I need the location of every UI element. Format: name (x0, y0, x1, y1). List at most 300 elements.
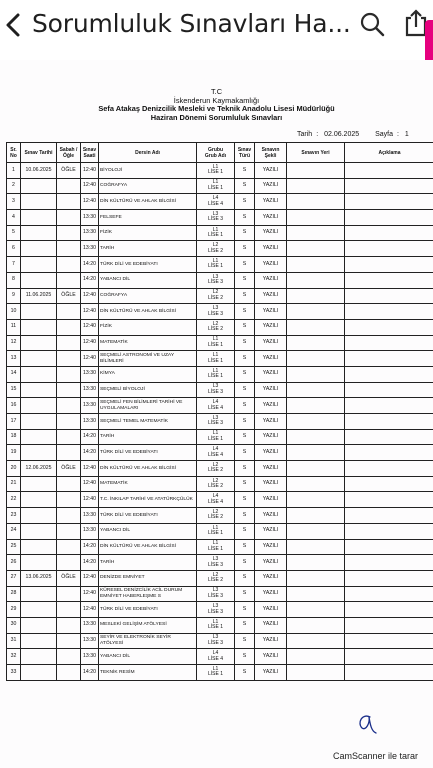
table-row (7, 539, 433, 555)
table-row (7, 602, 433, 618)
exam-format: YAZILI (255, 665, 287, 681)
group-name: LİSE 4 (207, 451, 223, 458)
group (197, 523, 235, 539)
exam-type: S (235, 445, 255, 461)
session: ÖĞLE (57, 570, 81, 586)
session (57, 617, 81, 633)
group-code: L4 (212, 650, 219, 657)
exam-type: S (235, 178, 255, 194)
group (197, 665, 235, 681)
exam-date (21, 178, 57, 194)
exam-time: 12:40 (81, 476, 99, 492)
exam-date (21, 617, 57, 633)
group (197, 508, 235, 524)
exam-location (287, 351, 345, 367)
row-number: 2 (7, 178, 21, 194)
group-name: LİSE 1 (207, 671, 223, 678)
document-title: Sorumluluk Sınavları Ha... (32, 9, 351, 38)
exam-date (21, 351, 57, 367)
session (57, 241, 81, 257)
exam-location (287, 555, 345, 571)
table-body (7, 163, 433, 681)
exam-type: S (235, 304, 255, 320)
exam-type: S (235, 617, 255, 633)
remarks (345, 586, 433, 602)
chevron-left-icon[interactable] (2, 8, 24, 42)
exam-format: YAZILI (255, 633, 287, 649)
group-name: LİSE 1 (207, 341, 223, 348)
exam-time: 12:40 (81, 570, 99, 586)
exam-time: 12:40 (81, 351, 99, 367)
exam-type: S (235, 257, 255, 273)
col-sinav-turu: Sınav Türü (235, 143, 255, 163)
group (197, 414, 235, 430)
exam-time: 12:40 (81, 586, 99, 602)
group (197, 225, 235, 241)
course-name: SEÇMELİ BİYOLOJİ (99, 382, 197, 398)
exam-format: YAZILI (255, 178, 287, 194)
group-code: L3 (212, 383, 219, 390)
col-sr-no: Sr. No (7, 143, 21, 163)
exam-date (21, 304, 57, 320)
exam-date (21, 366, 57, 382)
course-name: TÜRK DİLİ VE EDEBİYATI (99, 602, 197, 618)
table-row (7, 665, 433, 681)
exam-format: YAZILI (255, 210, 287, 226)
group-name: LİSE 4 (207, 498, 223, 505)
group (197, 304, 235, 320)
exam-location (287, 272, 345, 288)
group-code: L3 (212, 414, 219, 421)
row-number: 12 (7, 335, 21, 351)
table-row (7, 445, 433, 461)
exam-time: 12:40 (81, 178, 99, 194)
remarks (345, 649, 433, 665)
session (57, 445, 81, 461)
row-number: 4 (7, 210, 21, 226)
course-name: SEÇMELİ FEN BİLİMLERİ TARİHİ VE UYGULAMALARI (99, 398, 197, 414)
row-number: 1 (7, 163, 21, 179)
exam-location (287, 366, 345, 382)
exam-time: 12:40 (81, 492, 99, 508)
session (57, 414, 81, 430)
group-code: L3 (212, 603, 219, 609)
exam-location (287, 319, 345, 335)
exam-location (287, 649, 345, 665)
session (57, 586, 81, 602)
exam-date (21, 539, 57, 555)
row-number: 15 (7, 382, 21, 398)
row-number: 24 (7, 523, 21, 539)
group-name: LİSE 2 (207, 483, 223, 490)
col-sinav-saati: Sınav Saati (81, 143, 99, 163)
header-line: İskenderun Kaymakamlığı (173, 95, 260, 105)
group (197, 163, 235, 179)
group-code: L4 (212, 493, 219, 500)
exam-location (287, 288, 345, 304)
remarks (345, 304, 433, 320)
course-name: T.C. İNKILAP TARİHİ VE ATATÜRKÇÜLÜK (99, 492, 197, 508)
exam-format: YAZILI (255, 257, 287, 273)
course-name: TARİH (99, 555, 197, 571)
course-name: DİN KÜLTÜRÜ VE AHLAK BİLGİSİ (99, 194, 197, 210)
session (57, 366, 81, 382)
table-row (7, 382, 433, 398)
remarks (345, 539, 433, 555)
row-number: 30 (7, 617, 21, 633)
exam-time: 13:30 (81, 523, 99, 539)
exam-format: YAZILI (255, 319, 287, 335)
remarks (345, 617, 433, 633)
exam-location (287, 461, 345, 477)
table-row (7, 429, 433, 445)
exam-format: YAZILI (255, 476, 287, 492)
remarks (345, 602, 433, 618)
session (57, 210, 81, 226)
col-sinav-tarihi: Sınav Tarihi (21, 143, 57, 163)
course-name: TEKNİK RESİM (99, 665, 197, 681)
group (197, 241, 235, 257)
session (57, 602, 81, 618)
remarks (345, 257, 433, 273)
exam-date (21, 225, 57, 241)
group (197, 555, 235, 571)
exam-format: YAZILI (255, 429, 287, 445)
header-line: T.C (210, 87, 223, 96)
exam-date (21, 210, 57, 226)
session (57, 633, 81, 649)
table-row (7, 366, 433, 382)
exam-date (21, 649, 57, 665)
remarks (345, 398, 433, 414)
session (57, 429, 81, 445)
exam-location (287, 257, 345, 273)
session (57, 665, 81, 681)
remarks (345, 272, 433, 288)
exam-date (21, 257, 57, 273)
camscanner-watermark: CamScanner ile tarar (333, 751, 419, 761)
group (197, 398, 235, 414)
row-number: 5 (7, 225, 21, 241)
group-name: LİSE 3 (207, 216, 223, 223)
row-number: 8 (7, 272, 21, 288)
exam-format: YAZILI (255, 335, 287, 351)
exam-time: 12:40 (81, 163, 99, 179)
session (57, 178, 81, 194)
row-number: 28 (7, 586, 21, 602)
group-name: LİSE 2 (207, 514, 223, 521)
exam-type: S (235, 429, 255, 445)
group-name: LİSE 1 (207, 545, 223, 552)
signature-mark (354, 711, 378, 737)
remarks (345, 445, 433, 461)
col-grubu: Grubu Grub Adı (197, 143, 235, 163)
search-icon[interactable] (358, 10, 386, 38)
remarks (345, 555, 433, 571)
session (57, 319, 81, 335)
group-name: LİSE 1 (207, 530, 223, 537)
group-code: L1 (212, 430, 219, 437)
exam-date: 13.06.2025 (21, 570, 57, 586)
exam-location (287, 539, 345, 555)
document-meta: Tarih : 02.06.2025 Sayfa : 1 (297, 131, 409, 138)
group-code: L1 (212, 336, 219, 343)
table-row (7, 335, 433, 351)
exam-date (21, 398, 57, 414)
col-aciklama: Açıklama (345, 143, 433, 163)
remarks (345, 461, 433, 477)
exam-type: S (235, 649, 255, 665)
exam-format: YAZILI (255, 382, 287, 398)
exam-time: 13:30 (81, 414, 99, 430)
row-number: 29 (7, 602, 21, 618)
exam-type: S (235, 492, 255, 508)
exam-time: 13:30 (81, 241, 99, 257)
course-name: KÜRESEL DENİZCİLİK ACİL DURUM EMNİYET HABERLEŞME S (99, 586, 197, 602)
course-name: TÜRK DİLİ VE EDEBİYATI (99, 445, 197, 461)
group (197, 351, 235, 367)
exam-location (287, 570, 345, 586)
group (197, 288, 235, 304)
exam-time: 14:20 (81, 539, 99, 555)
exam-type: S (235, 523, 255, 539)
row-number: 20 (7, 461, 21, 477)
exam-type: S (235, 633, 255, 649)
course-name: SEÇMELİ ASTRONOMİ VE UZAY BİLİMLERİ (99, 351, 197, 367)
remarks (345, 476, 433, 492)
group-code: L1 (212, 163, 219, 170)
group (197, 272, 235, 288)
exam-location (287, 617, 345, 633)
exam-date (21, 445, 57, 461)
group-name: LİSE 1 (207, 436, 223, 443)
course-name: SEÇMELİ TEMEL MATEMATİK (99, 414, 197, 430)
table-row (7, 351, 433, 367)
exam-type: S (235, 225, 255, 241)
exam-location (287, 194, 345, 210)
exam-location (287, 382, 345, 398)
table-row (7, 617, 433, 633)
document-header (0, 88, 433, 122)
exam-date (21, 414, 57, 430)
course-name: TÜRK DİLİ VE EDEBİYATI (99, 257, 197, 273)
exam-location (287, 178, 345, 194)
group-code: L2 (212, 508, 219, 515)
group-code: L1 (212, 226, 219, 233)
table-row (7, 476, 433, 492)
session (57, 523, 81, 539)
session (57, 272, 81, 288)
exam-location (287, 586, 345, 602)
row-number: 3 (7, 194, 21, 210)
group-code: L3 (212, 304, 219, 311)
remarks (345, 319, 433, 335)
header-line: Haziran Dönemi Sorumluluk Sınavları (150, 112, 283, 122)
table-row (7, 508, 433, 524)
exam-type: S (235, 414, 255, 430)
group-code: L1 (212, 367, 219, 374)
session (57, 304, 81, 320)
group-name: LİSE 1 (207, 232, 223, 239)
session (57, 351, 81, 367)
table-row (7, 570, 433, 586)
header-line: Sefa Atakaş Denizcilik Mesleki ve Teknik Anadolu Lisesi Müdürlüğü (98, 104, 335, 114)
exam-format: YAZILI (255, 398, 287, 414)
exam-date (21, 319, 57, 335)
row-number: 16 (7, 398, 21, 414)
course-name: KİMYA (99, 366, 197, 382)
col-sabah-ogle: Sabah / Öğle (57, 143, 81, 163)
table-row (7, 555, 433, 571)
session (57, 382, 81, 398)
exam-format: YAZILI (255, 272, 287, 288)
exam-format: YAZILI (255, 304, 287, 320)
exam-format: YAZILI (255, 555, 287, 571)
exam-time: 12:40 (81, 194, 99, 210)
exam-time: 13:30 (81, 649, 99, 665)
row-number: 21 (7, 476, 21, 492)
row-number: 14 (7, 366, 21, 382)
exam-type: S (235, 210, 255, 226)
group-name: LİSE 1 (207, 357, 223, 364)
exam-format: YAZILI (255, 570, 287, 586)
course-name: FELSEFE (99, 210, 197, 226)
course-name: SEYİR VE ELEKTRONİK SEYİR ATÖLYESİ (99, 633, 197, 649)
exam-format: YAZILI (255, 241, 287, 257)
exam-date: 12.06.2025 (21, 461, 57, 477)
group-name: LİSE 2 (207, 326, 223, 333)
exam-type: S (235, 351, 255, 367)
group-name: LİSE 1 (207, 624, 223, 631)
table-row (7, 398, 433, 414)
group-code: L2 (212, 289, 219, 296)
exam-time: 13:30 (81, 633, 99, 649)
group-code: L4 (212, 195, 219, 202)
exam-format: YAZILI (255, 602, 287, 618)
exam-time: 13:30 (81, 508, 99, 524)
session (57, 492, 81, 508)
exam-date (21, 586, 57, 602)
document-page (0, 60, 433, 768)
remarks (345, 429, 433, 445)
exam-time: 13:30 (81, 225, 99, 241)
group-name: LİSE 1 (207, 373, 223, 380)
row-number: 32 (7, 649, 21, 665)
course-name: DİN KÜLTÜRÜ VE AHLAK BİLGİSİ (99, 304, 197, 320)
date-value: 02.06.2025 (324, 131, 360, 138)
exam-time: 12:40 (81, 335, 99, 351)
exam-location (287, 492, 345, 508)
table-row (7, 257, 433, 273)
group (197, 649, 235, 665)
course-name: FİZİK (99, 225, 197, 241)
table-row (7, 272, 433, 288)
exam-location (287, 523, 345, 539)
exam-format: YAZILI (255, 649, 287, 665)
remarks (345, 523, 433, 539)
course-name: TARİH (99, 241, 197, 257)
exam-location (287, 210, 345, 226)
remarks (345, 163, 433, 179)
group-name: LİSE 2 (207, 467, 223, 474)
course-name: DİN KÜLTÜRÜ VE AHLAK BİLGİSİ (99, 539, 197, 555)
exam-date (21, 241, 57, 257)
course-name: TÜRK DİLİ VE EDEBİYATI (99, 508, 197, 524)
exam-location (287, 602, 345, 618)
exam-date: 11.06.2025 (21, 288, 57, 304)
exam-location (287, 225, 345, 241)
exam-type: S (235, 665, 255, 681)
exam-time: 13:30 (81, 366, 99, 382)
group-code: L1 (212, 540, 219, 547)
exam-location (287, 476, 345, 492)
exam-schedule-table (6, 142, 433, 681)
group (197, 257, 235, 273)
exam-time: 14:20 (81, 555, 99, 571)
group (197, 633, 235, 649)
exam-type: S (235, 319, 255, 335)
table-row (7, 304, 433, 320)
table-row (7, 225, 433, 241)
session (57, 398, 81, 414)
group-name: LİSE 2 (207, 247, 223, 254)
exam-type: S (235, 555, 255, 571)
table-row (7, 241, 433, 257)
group-code: L4 (212, 446, 219, 453)
group-code: L2 (212, 242, 219, 249)
exam-date (21, 492, 57, 508)
row-number: 31 (7, 633, 21, 649)
exam-location (287, 508, 345, 524)
exam-type: S (235, 398, 255, 414)
group-name: LİSE 3 (207, 279, 223, 286)
session (57, 539, 81, 555)
exam-type: S (235, 461, 255, 477)
course-name: YABANCI DİL (99, 272, 197, 288)
course-name: YABANCI DİL (99, 523, 197, 539)
remarks (345, 288, 433, 304)
exam-date (21, 665, 57, 681)
remarks (345, 382, 433, 398)
row-number: 13 (7, 351, 21, 367)
exam-type: S (235, 382, 255, 398)
group-code: L2 (212, 461, 219, 468)
group (197, 429, 235, 445)
exam-location (287, 304, 345, 320)
exam-format: YAZILI (255, 523, 287, 539)
exam-date (21, 476, 57, 492)
group (197, 570, 235, 586)
remarks (345, 210, 433, 226)
exam-time: 14:20 (81, 429, 99, 445)
course-name: MATEMATİK (99, 335, 197, 351)
col-sinavin-sekli: Sınavın Şekli (255, 143, 287, 163)
exam-location (287, 241, 345, 257)
group-code: L3 (212, 210, 219, 217)
table-row (7, 414, 433, 430)
exam-date (21, 272, 57, 288)
remarks (345, 570, 433, 586)
exam-date (21, 194, 57, 210)
exam-time: 14:20 (81, 272, 99, 288)
exam-type: S (235, 508, 255, 524)
remarks (345, 508, 433, 524)
group (197, 617, 235, 633)
exam-location (287, 335, 345, 351)
exam-location (287, 429, 345, 445)
page-label: Sayfa (375, 131, 393, 138)
exam-time: 12:40 (81, 602, 99, 618)
